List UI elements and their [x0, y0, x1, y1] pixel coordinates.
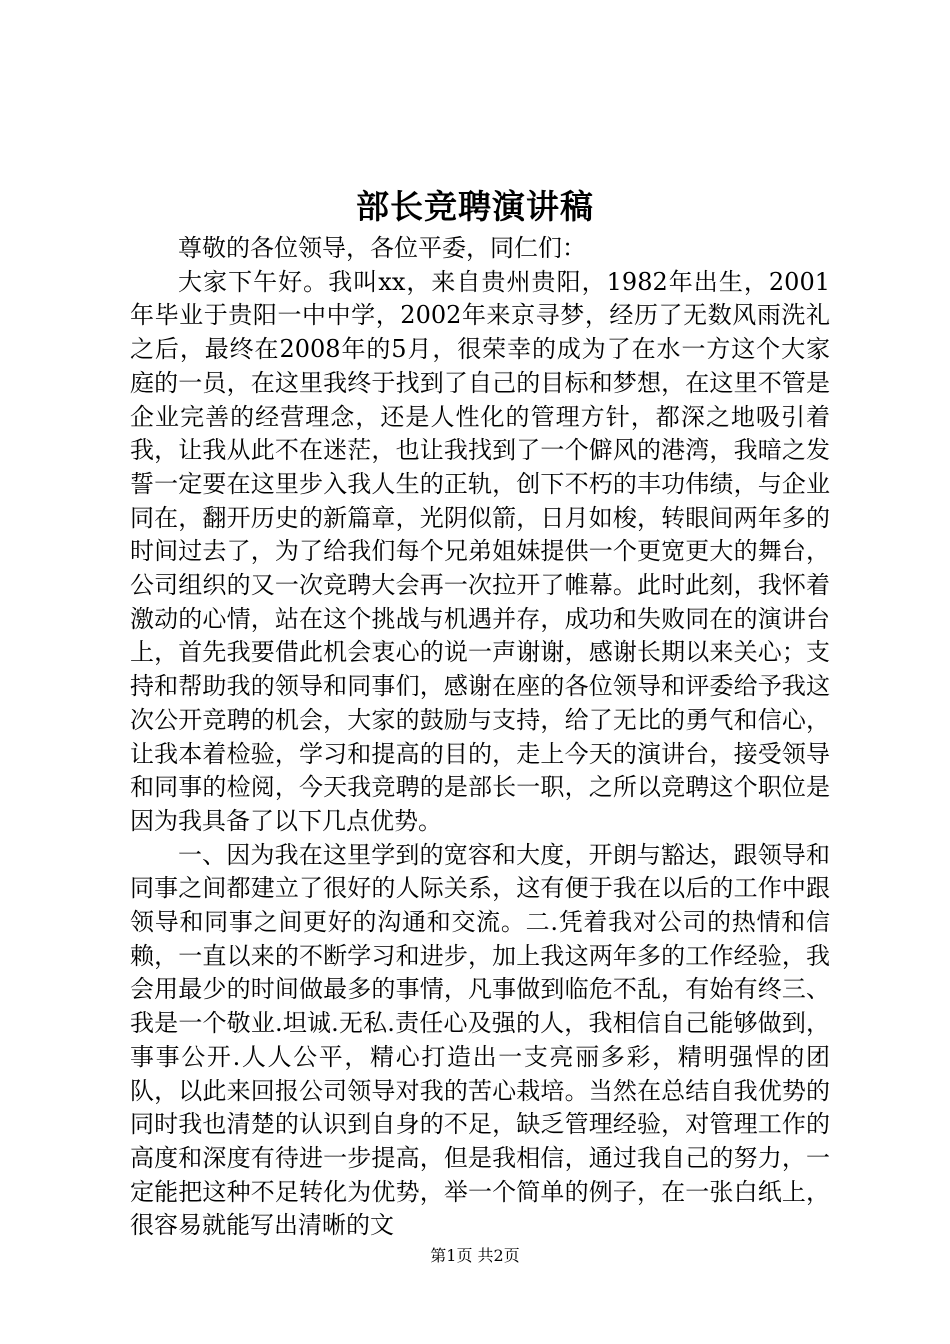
body-paragraph: 大家下午好。我叫xx，来自贵州贵阳，1982年出生，2001年毕业于贵阳一中中学，2002年来京寻梦，经历了无数风雨洗礼之后，最终在2008年的5月，很荣幸的成为了在水一方这个大家庭的一员，在这里我终于找到了自己的目标和梦想，在这里不管是企业完善的经营理念，还是人性化的管理方针，都深之地吸引着我，让我从此不在迷茫，也让我找到了一个僻风的港湾，我暗之发誓一定要在这里步入我人生的正轨，创下不朽的丰功伟绩，与企业同在，翻开历史的新篇章，光阴似箭，日月如梭，转眼间两年多的时间过去了，为了给我们每个兄弟姐妹提供一个更宽更大的舞台，公司组织的又一次竞聘大会再一次拉开了帷幕。此时此刻，我怀着激动的心情，站在这个挑战与机遇并存，成功和失败同在的演讲台上，首先我要借此机会衷心的说一声谢谢，感谢长期以来关心；支持和帮助我的领导和同事们，感谢在座的各位领导和评委给予我这次公开竞聘的机会，大家的鼓励与支持，给了无比的勇气和信心，让我本着检验，学习和提高的目的，走上今天的演讲台，接受领导和同事的检阅，今天我竞聘的是部长一职，之所以竞聘这个职位是因为我具备了以下几点优势。 — [130, 267, 830, 835]
salutation-paragraph: 尊敬的各位领导，各位平委，同仁们： — [178, 234, 586, 262]
document-title: 部长竞聘演讲稿 — [356, 187, 594, 226]
document-body — [130, 232, 830, 1243]
page-footer: 第1页 共2页 — [430, 1246, 520, 1265]
body-paragraph: 一、因为我在这里学到的宽容和大度，开朗与豁达，跟领导和同事之间都建立了很好的人际关系，这有便于我在以后的工作中跟领导和同事之间更好的沟通和交流。二.凭着我对公司的热情和信赖，一直以来的不断学习和进步，加上我这两年多的工作经验，我会用最少的时间做最多的事情，凡事做到临危不乱，有始有终三、我是一个敬业.坦诚.无私.责任心及强的人，我相信自己能够做到，事事公开.人人公平，精心打造出一支亮丽多彩，精明强悍的团队，以此来回报公司领导对我的苦心栽培。当然在总结自我优势的同时我也清楚的认识到自身的不足，缺乏管理经验，对管理工作的高度和深度有待进一步提高，但是我相信，通过我自己的努力，一定能把这种不足转化为优势，举一个简单的例子，在一张白纸上，很容易就能写出清晰的文 — [130, 840, 830, 1240]
